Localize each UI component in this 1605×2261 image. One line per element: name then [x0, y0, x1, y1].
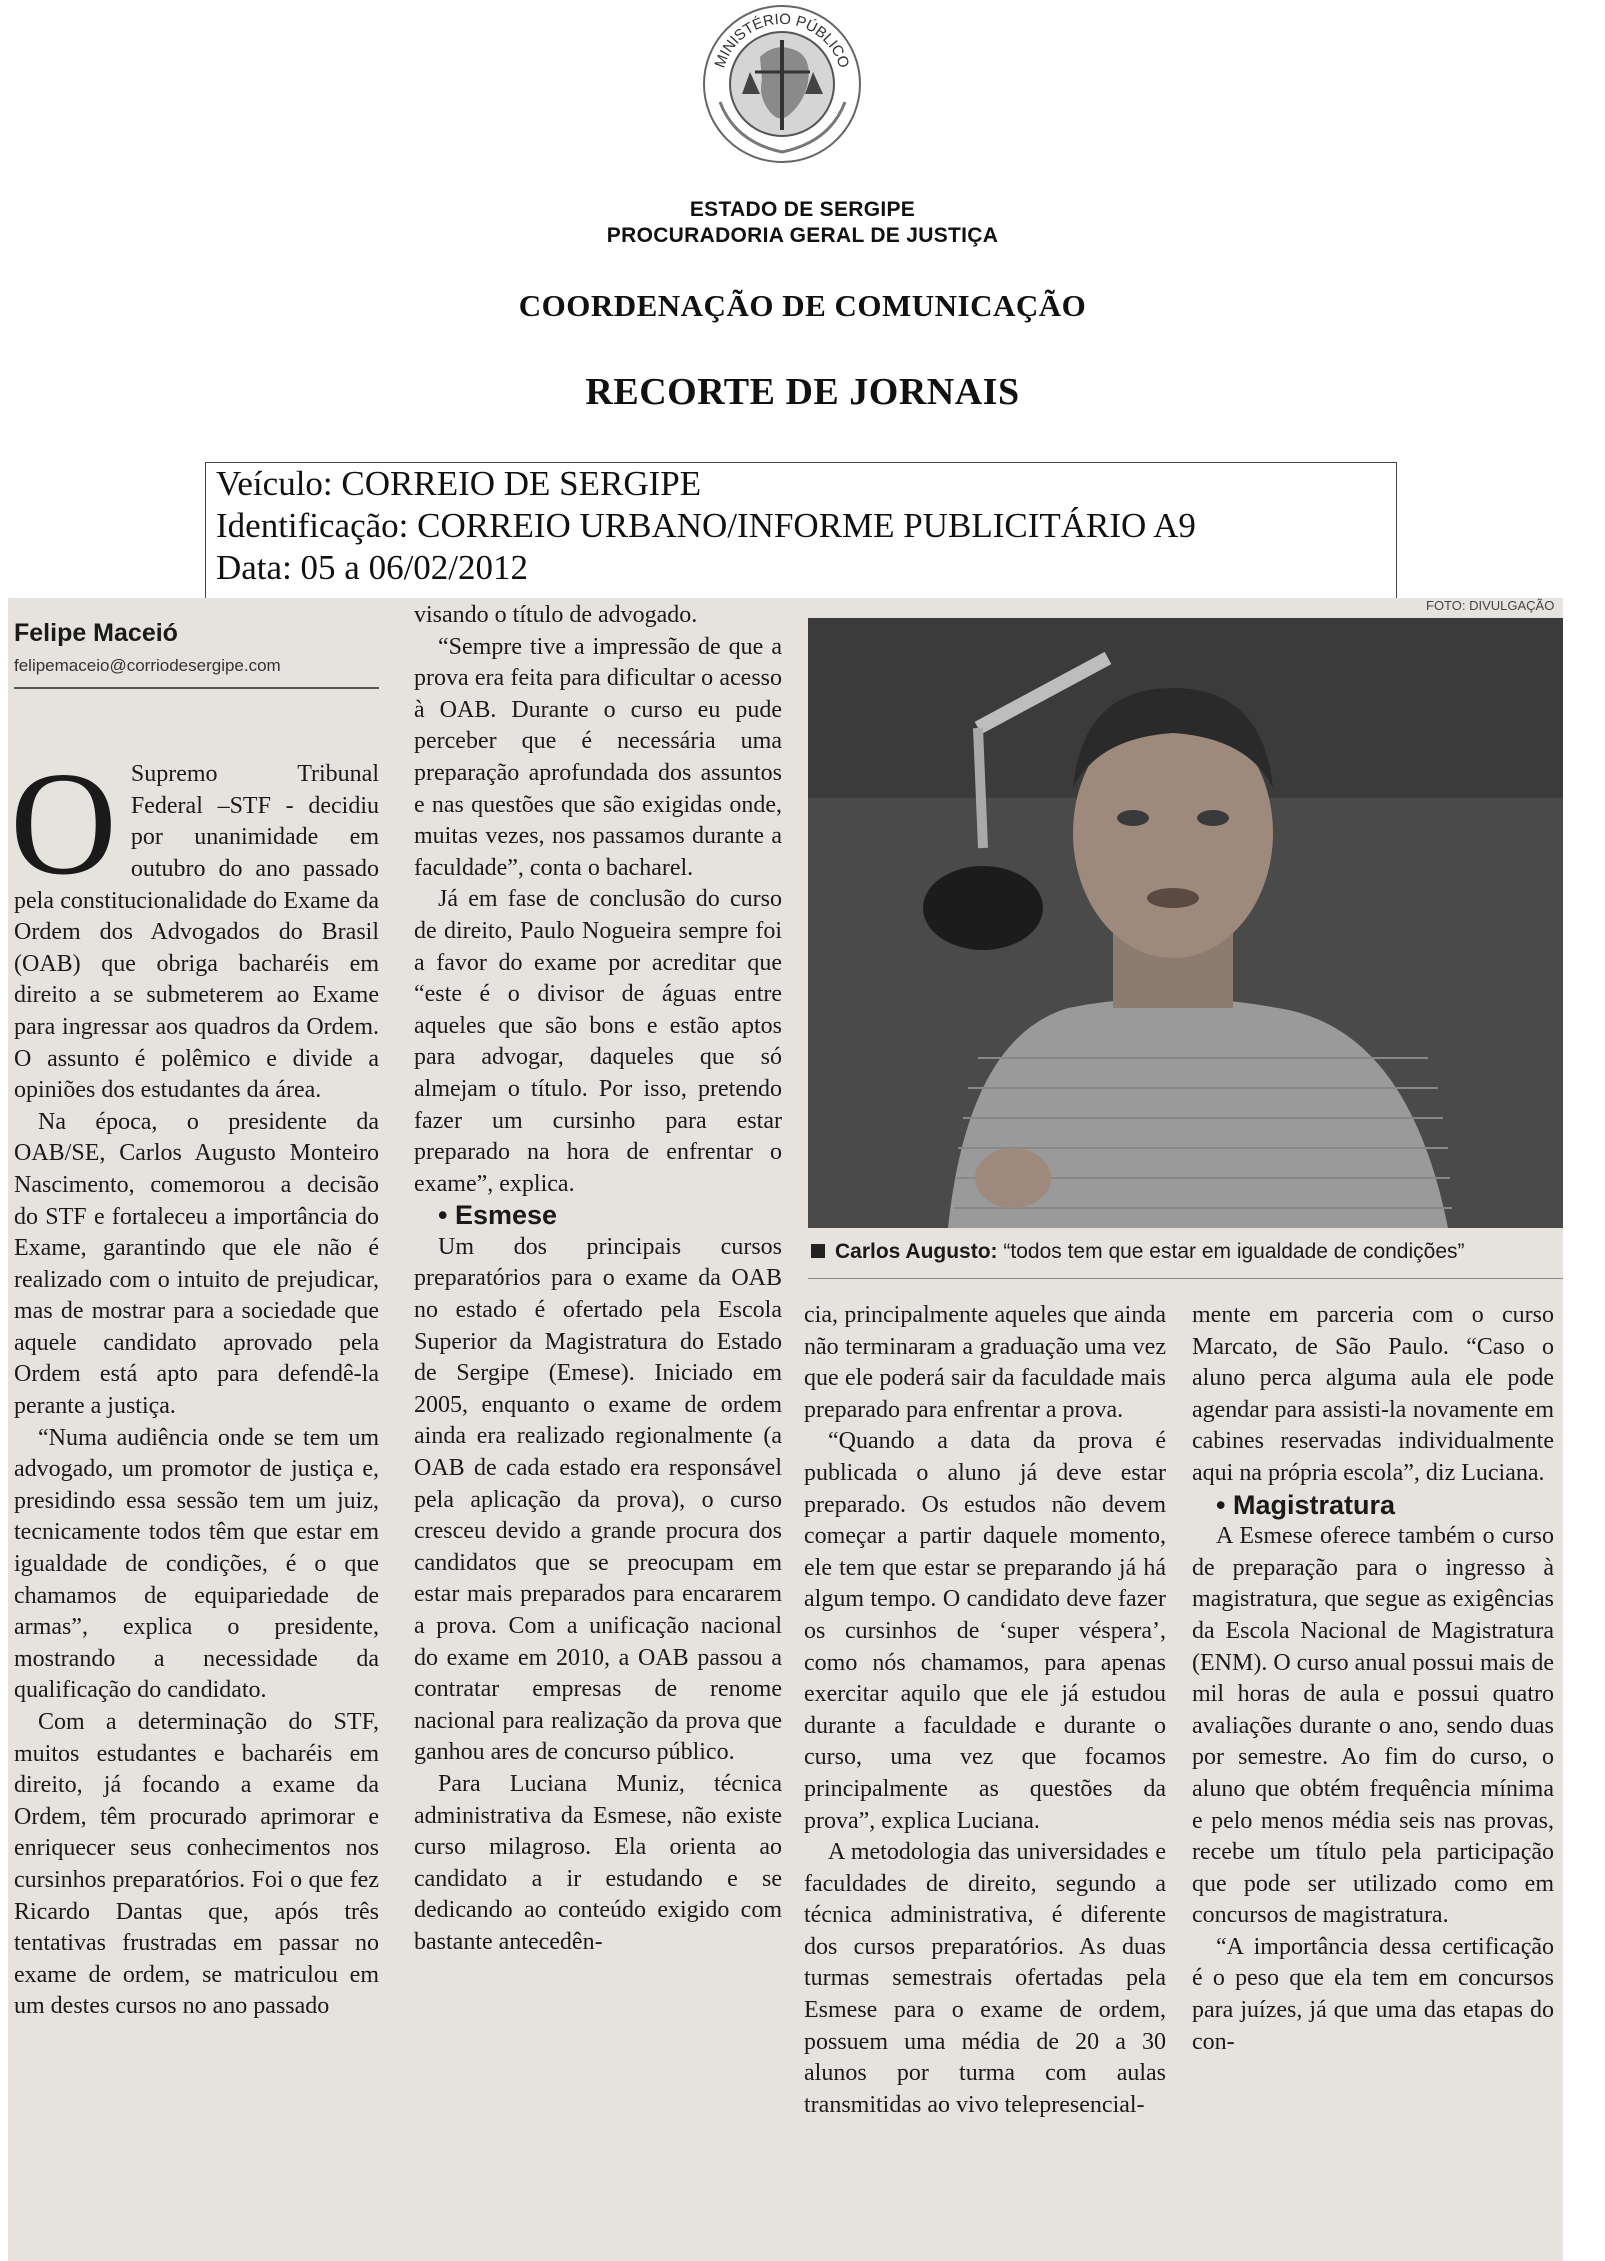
- article-photo: [808, 618, 1563, 1228]
- paragraph: Com a determinação do STF, muitos estudantes e bacharéis em direito, já focando a exame da Ordem, têm procurado aprimorar e enriquecer seus conhecimentos nos cursinhos preparatórios. Foi o que fez Ricardo Dantas que, após três tentativas frustradas em passar no exame de ordem, se matriculou em um destes cursos no ano passado: [14, 1709, 379, 2020]
- subheading-magistratura: • Magistratura: [1216, 1489, 1395, 1520]
- article-column-4: [1192, 1300, 1554, 2058]
- photo-caption: [811, 1240, 1563, 1264]
- paragraph: “Quando a data da prova é publicada o aluno já deve estar preparado. Os estudos não devem começar a partir daquele momento, ele tem que estar se preparando já há algum tempo. O candidato deve fazer os cursinhos de ‘super véspera’, como nós chamamos, para apenas exercitar aquilo que ele já estudou durante a faculdade e durante o curso, uma vez que focamos principalmente as questões da prova”, explica Luciana.: [804, 1428, 1166, 1834]
- paragraph: Na época, o presidente da OAB/SE, Carlos Augusto Monteiro Nascimento, comemorou a decisão do STF e fortaleceu a importância do Exame, garantindo que ele não é realizado com o intuito de prejudicar, mas de mostrar para a sociedade que aquele candidato aprovado pela Ordem está apto para defendê-la perante a justiça.: [14, 1108, 379, 1420]
- author-name: Felipe Maceió: [14, 619, 178, 647]
- author-email: felipemaceio@corriodesergipe.com: [14, 655, 281, 675]
- paragraph: A metodologia das universidades e faculdades de direito, segundo a técnica administrativa, é diferente dos cursos preparatórios. As duas turmas semestrais ofertadas pela Esmese para o exame de ordem, possuem uma média de 20 a 30 alunos por turma com aulas transmitidas ao vivo telepresencial-: [804, 1839, 1166, 2118]
- date-line: Data: 05 a 06/02/2012: [216, 548, 529, 587]
- vehicle-line: Veículo: CORREIO DE SERGIPE: [216, 464, 702, 503]
- identification-line: Identificação: CORREIO URBANO/INFORME PUBLICITÁRIO A9: [216, 506, 1196, 545]
- paragraph: cia, principalmente aqueles que ainda não terminaram a graduação uma vez que ele poderá sair da faculdade mais preparado para enfrentar a prova.: [804, 1302, 1166, 1423]
- info-box: [205, 462, 1397, 604]
- paragraph: visando o título de advogado.: [414, 602, 698, 628]
- ministerio-publico-seal: [700, 2, 865, 167]
- article-column-1: [10, 618, 379, 2023]
- section-title: RECORTE DE JORNAIS: [585, 371, 1020, 413]
- article-column-3: [804, 1300, 1166, 2121]
- state-heading: ESTADO DE SERGIPE: [689, 198, 916, 221]
- subheading-esmese: • Esmese: [438, 1200, 558, 1231]
- paragraph: “Sempre tive a impressão de que a prova era feita para dificultar o acesso à OAB. Durante o curso eu pude perceber que é necessária uma preparação aprofundada dos assuntos e nas questões que são exigidas onde, muitas vezes, nos passamos durante a faculdade”, conta o bacharel.: [414, 633, 782, 881]
- department-heading: COORDENAÇÃO DE COMUNICAÇÃO: [518, 288, 1087, 323]
- drop-cap: O: [10, 742, 117, 907]
- newspaper-clipping: [8, 598, 1563, 2261]
- paragraph: Para Luciana Muniz, técnica administrativa da Esmese, não existe curso milagroso. Ela orienta ao candidato a ir estudando e se dedicando ao conteúdo exigido com bastante antecedên-: [414, 1770, 782, 1955]
- paragraph: “Numa audiência onde se tem um advogado, um promotor de justiça e, presidindo essa sessão tem um juiz, tecnicamente todos têm que estar em igualdade de condições, é o que chamamos de equipariedade de armas”, explica o presidente, mostrando a necessidade da qualificação do candidato.: [14, 1424, 379, 1704]
- seal-text: MINISTÉRIO PÚBLICO: [711, 10, 853, 71]
- caption-name: Carlos Augusto:: [835, 1240, 998, 1263]
- caption-bullet-icon: [811, 1244, 825, 1258]
- paragraph: mente em parceria com o curso Marcato, de São Paulo. “Caso o aluno perca alguma aula ele pode agendar para assisti-la novamente em cabines reservadas individualmente aqui na própria escola”, diz Luciana.: [1192, 1302, 1554, 1486]
- paragraph: Já em fase de conclusão do curso de direito, Paulo Nogueira sempre foi a favor do exame por acreditar que “este é o divisor de águas entre aqueles que são bons e estão aptos para advogar, daqueles que só almejam o título. Por isso, pretendo fazer um cursinho para estar preparado na hora de enfrentar o exame”, explica.: [414, 886, 782, 1197]
- paragraph: Supremo Tribunal Federal –STF - decidiu por unanimidade em outubro do ano passado pela constitucionalidade do Exame da Ordem dos Advogados do Brasil (OAB) que obriga bacharéis em direito a se submeterem ao Exame para ingressar aos quadros da Ordem. O assunto é polêmico e divide a opiniões dos estudantes da área.: [14, 761, 379, 1104]
- article-column-2: [414, 600, 782, 1959]
- caption-text: “todos tem que estar em igualdade de condições”: [997, 1240, 1465, 1263]
- paragraph: “A importância dessa certificação é o peso que ela tem em concursos para juízes, já que uma das etapas do con-: [1192, 1933, 1554, 2055]
- caption-divider: [808, 1278, 1563, 1279]
- paragraph: Um dos principais cursos preparatórios para o exame da OAB no estado é ofertado pela Escola Superior da Magistratura do Estado de Sergipe (Emese). Iniciado em 2005, enquanto o exame de ordem ainda era realizado regionalmente (a OAB de cada estado era responsável pela aplicação da prova), o curso cresceu devido a grande procura dos candidatos que se preocupam em estar mais preparados para encararem a prova. Com a unificação nacional do exame em 2010, a OAB passou a contratar empresas de renome nacional para realização da prova que ganhou ares de concurso público.: [414, 1233, 782, 1766]
- byline-divider: [14, 687, 379, 689]
- photo-credit: FOTO: DIVULGAÇÃO: [1426, 598, 1555, 613]
- office-heading: PROCURADORIA GERAL DE JUSTIÇA: [606, 224, 999, 247]
- paragraph: A Esmese oferece também o curso de preparação para o ingresso à magistratura, que segue as exigências da Escola Nacional de Magistratura (ENM). O curso anual possui mais de mil horas de aula e possui quatro avaliações durante o ano, sendo duas por semestre. Ao fim do curso, o aluno que obtém frequência mínima e pelo menos média seis nas provas, recebe um título pela participação que pode ser utilizado como em concursos de magistratura.: [1192, 1523, 1554, 1929]
